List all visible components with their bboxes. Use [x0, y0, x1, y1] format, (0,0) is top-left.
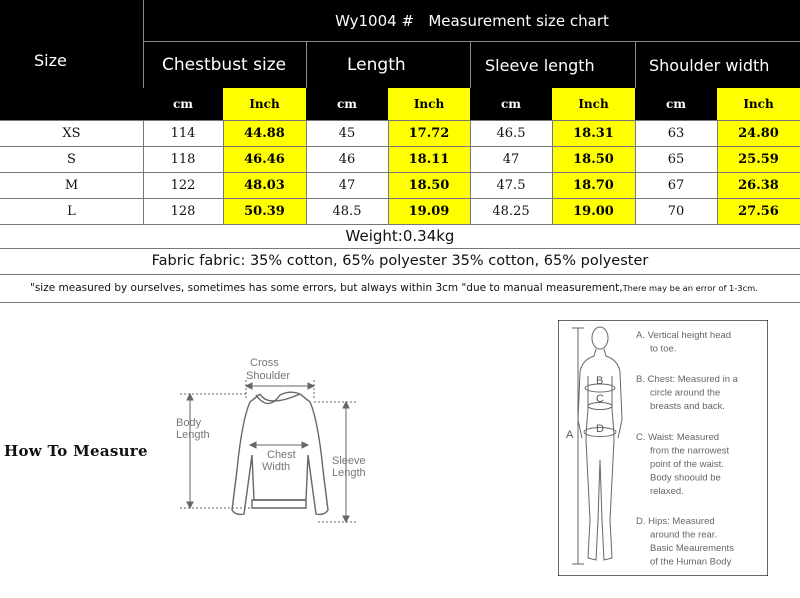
table-cell-cm: 118: [143, 147, 223, 172]
unit-inch-shoulder: [717, 88, 800, 120]
unit-label: cm: [500, 97, 521, 111]
table-cell-inch: 50.39: [223, 199, 306, 224]
table-cell-cm: 47: [470, 147, 552, 172]
table-cell-inch: 18.70: [552, 173, 635, 198]
col-header-chestbust: [143, 41, 306, 88]
body-note-line: from the narrowest: [650, 445, 730, 457]
body-note-line: around the rear.: [650, 529, 718, 541]
unit-label: Inch: [413, 97, 445, 111]
col-header-label: Sleeve length: [485, 55, 595, 75]
fabric-text: Fabric fabric: 35% cotton, 65% polyester 35% cotton, 65% polyester: [151, 253, 649, 269]
table-row-size: L: [67, 203, 76, 219]
body-note-line: D. Hips: Measured: [636, 516, 715, 527]
chart-title: Wy1004 # Measurement size chart: [335, 11, 609, 30]
col-header-label: Length: [347, 55, 406, 75]
table-cell-inch: 46.46: [223, 147, 306, 172]
table-cell-cm: 47: [306, 173, 388, 198]
body-note-line: Basic Meaurements: [650, 543, 734, 554]
table-cell-inch: 25.59: [717, 147, 800, 172]
size-header-label: Size: [34, 50, 67, 70]
table-cell-cm: 48.25: [470, 199, 552, 224]
weight-row: [0, 224, 800, 248]
unit-label: Inch: [578, 97, 609, 111]
table-row-size: S: [67, 151, 76, 167]
body-letter-c: C: [596, 393, 604, 405]
unit-cm-length: [306, 88, 388, 120]
table-cell-inch: 19.00: [552, 199, 635, 224]
body-note-line: to toe.: [650, 343, 677, 355]
chest-width-label-1: Chest: [267, 449, 296, 461]
body-note-line: Body shoould be: [650, 472, 721, 484]
unit-label: cm: [336, 97, 357, 111]
chest-width-label-2: Width: [262, 461, 291, 473]
col-header-label: Shoulder width: [649, 55, 770, 75]
table-cell-inch: 18.31: [552, 121, 635, 146]
table-cell-cm: 70: [635, 199, 717, 224]
sleeve-length-label-1: Sleeve: [332, 455, 366, 467]
body-note-line: circle around the: [650, 387, 721, 399]
body-length-label-2: Length: [176, 429, 210, 441]
col-header-shoulder: [635, 41, 800, 88]
shirt-measure-diagram: [168, 350, 383, 535]
body-note-line: C. Waist: Measured: [636, 432, 720, 443]
table-cell-cm: 45: [306, 121, 388, 146]
body-note-line: point of the waist.: [650, 459, 724, 470]
unit-label: Inch: [249, 97, 280, 111]
table-cell-cm: 128: [143, 199, 223, 224]
unit-inch-sleeve: [552, 88, 635, 120]
body-note-line: of the Human Body: [650, 556, 732, 568]
table-cell-cm: 48.5: [306, 199, 388, 224]
body-note-line: B. Chest: Measured in a: [636, 374, 738, 385]
unit-inch-length: [388, 88, 470, 120]
body-note-line: breasts and back.: [650, 401, 725, 412]
col-header-label: Chestbust size: [162, 55, 287, 75]
fabric-row: [0, 248, 800, 274]
table-cell-cm: 63: [635, 121, 717, 146]
note-row: [30, 274, 800, 302]
unit-cm-shoulder: [635, 88, 717, 120]
body-note-line: relaxed.: [650, 486, 684, 497]
body-letter-b: B: [596, 375, 604, 387]
cross-shoulder-label-2: Shoulder: [246, 370, 291, 382]
note-small-text: There may be an error of 1-3cm.: [622, 283, 758, 293]
body-letter-a: A: [566, 429, 574, 441]
unit-inch-chest: [223, 88, 306, 120]
note-text: "size measured by ourselves, sometimes has some errors, but always within 3cm "due to manual measurement,: [30, 282, 623, 294]
table-row-size: M: [64, 177, 79, 193]
sleeve-length-label-2: Length: [332, 467, 366, 479]
unit-label: cm: [172, 97, 193, 111]
table-cell-cm: 47.5: [470, 173, 552, 198]
table-cell-inch: 18.11: [388, 147, 470, 172]
body-measure-diagram: [558, 320, 768, 576]
table-cell-inch: 27.56: [717, 199, 800, 224]
table-cell-inch: 18.50: [388, 173, 470, 198]
table-cell-cm: 122: [143, 173, 223, 198]
table-cell-cm: 114: [143, 121, 223, 146]
table-row-size: XS: [62, 125, 81, 141]
table-cell-cm: 46.5: [470, 121, 552, 146]
unit-cm-sleeve: [470, 88, 552, 120]
body-letter-d: D: [596, 423, 604, 435]
size-header-cell: [0, 0, 143, 120]
body-length-label-1: Body: [176, 417, 202, 429]
how-to-measure-text: How To Measure: [4, 442, 148, 460]
unit-label: Inch: [743, 97, 774, 111]
table-cell-inch: 48.03: [223, 173, 306, 198]
body-note-line: A. Vertical height head: [636, 330, 732, 341]
body-notes: [636, 330, 739, 568]
weight-text: Weight:0.34kg: [345, 227, 455, 245]
col-header-sleeve: [470, 41, 635, 88]
chart-title-cell: [143, 0, 800, 41]
unit-label: cm: [665, 97, 686, 111]
col-header-length: [306, 41, 470, 88]
cross-shoulder-label-1: Cross: [250, 357, 279, 369]
unit-cm-chest: [143, 88, 223, 120]
table-cell-inch: 44.88: [223, 121, 306, 146]
table-cell-inch: 17.72: [388, 121, 470, 146]
table-cell-cm: 46: [306, 147, 388, 172]
table-cell-cm: 65: [635, 147, 717, 172]
table-cell-inch: 18.50: [552, 147, 635, 172]
how-to-measure-label: [4, 442, 148, 460]
table-cell-cm: 67: [635, 173, 717, 198]
table-cell-inch: 26.38: [717, 173, 800, 198]
table-cell-inch: 19.09: [388, 199, 470, 224]
table-cell-inch: 24.80: [717, 121, 800, 146]
